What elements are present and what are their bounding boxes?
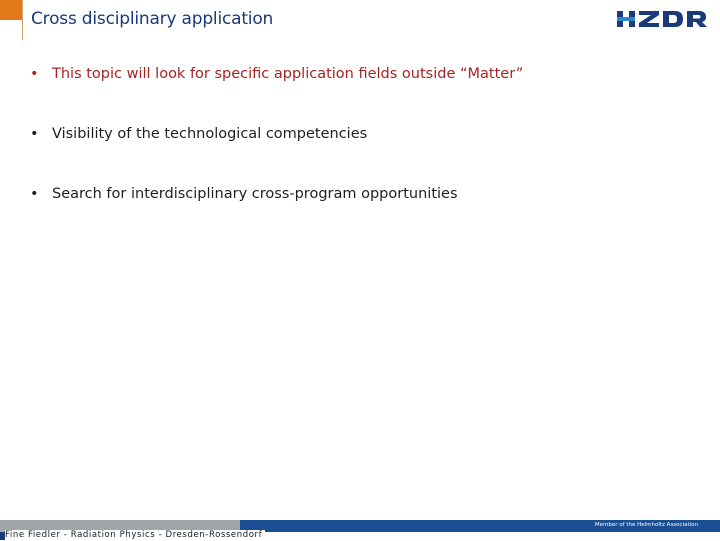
helmholtz-member-text: Member of the Helmholtz Association bbox=[594, 522, 698, 528]
bullet-item bbox=[30, 126, 670, 186]
bullet-marker: • bbox=[30, 126, 39, 142]
bullet-text: Search for interdisciplinary cross-program opportunities bbox=[52, 186, 458, 202]
bullet-marker: • bbox=[30, 66, 39, 82]
bullet-text: This topic will look for specific application fields outside “Matter” bbox=[52, 66, 524, 82]
bullet-item bbox=[30, 186, 670, 246]
bullet-text: Visibility of the technological competencies bbox=[52, 126, 368, 142]
bullet-list bbox=[30, 66, 670, 246]
hzdr-logo bbox=[617, 9, 709, 29]
title-rule bbox=[22, 0, 23, 40]
bullet-marker: • bbox=[30, 186, 39, 202]
bullet-item bbox=[30, 66, 670, 126]
footer-author-line: Fine Fiedler - Radiation Physics - Dresden-Rossendorf bbox=[5, 530, 265, 541]
slide-title: Cross disciplinary application bbox=[31, 9, 274, 29]
accent-block bbox=[0, 0, 22, 20]
